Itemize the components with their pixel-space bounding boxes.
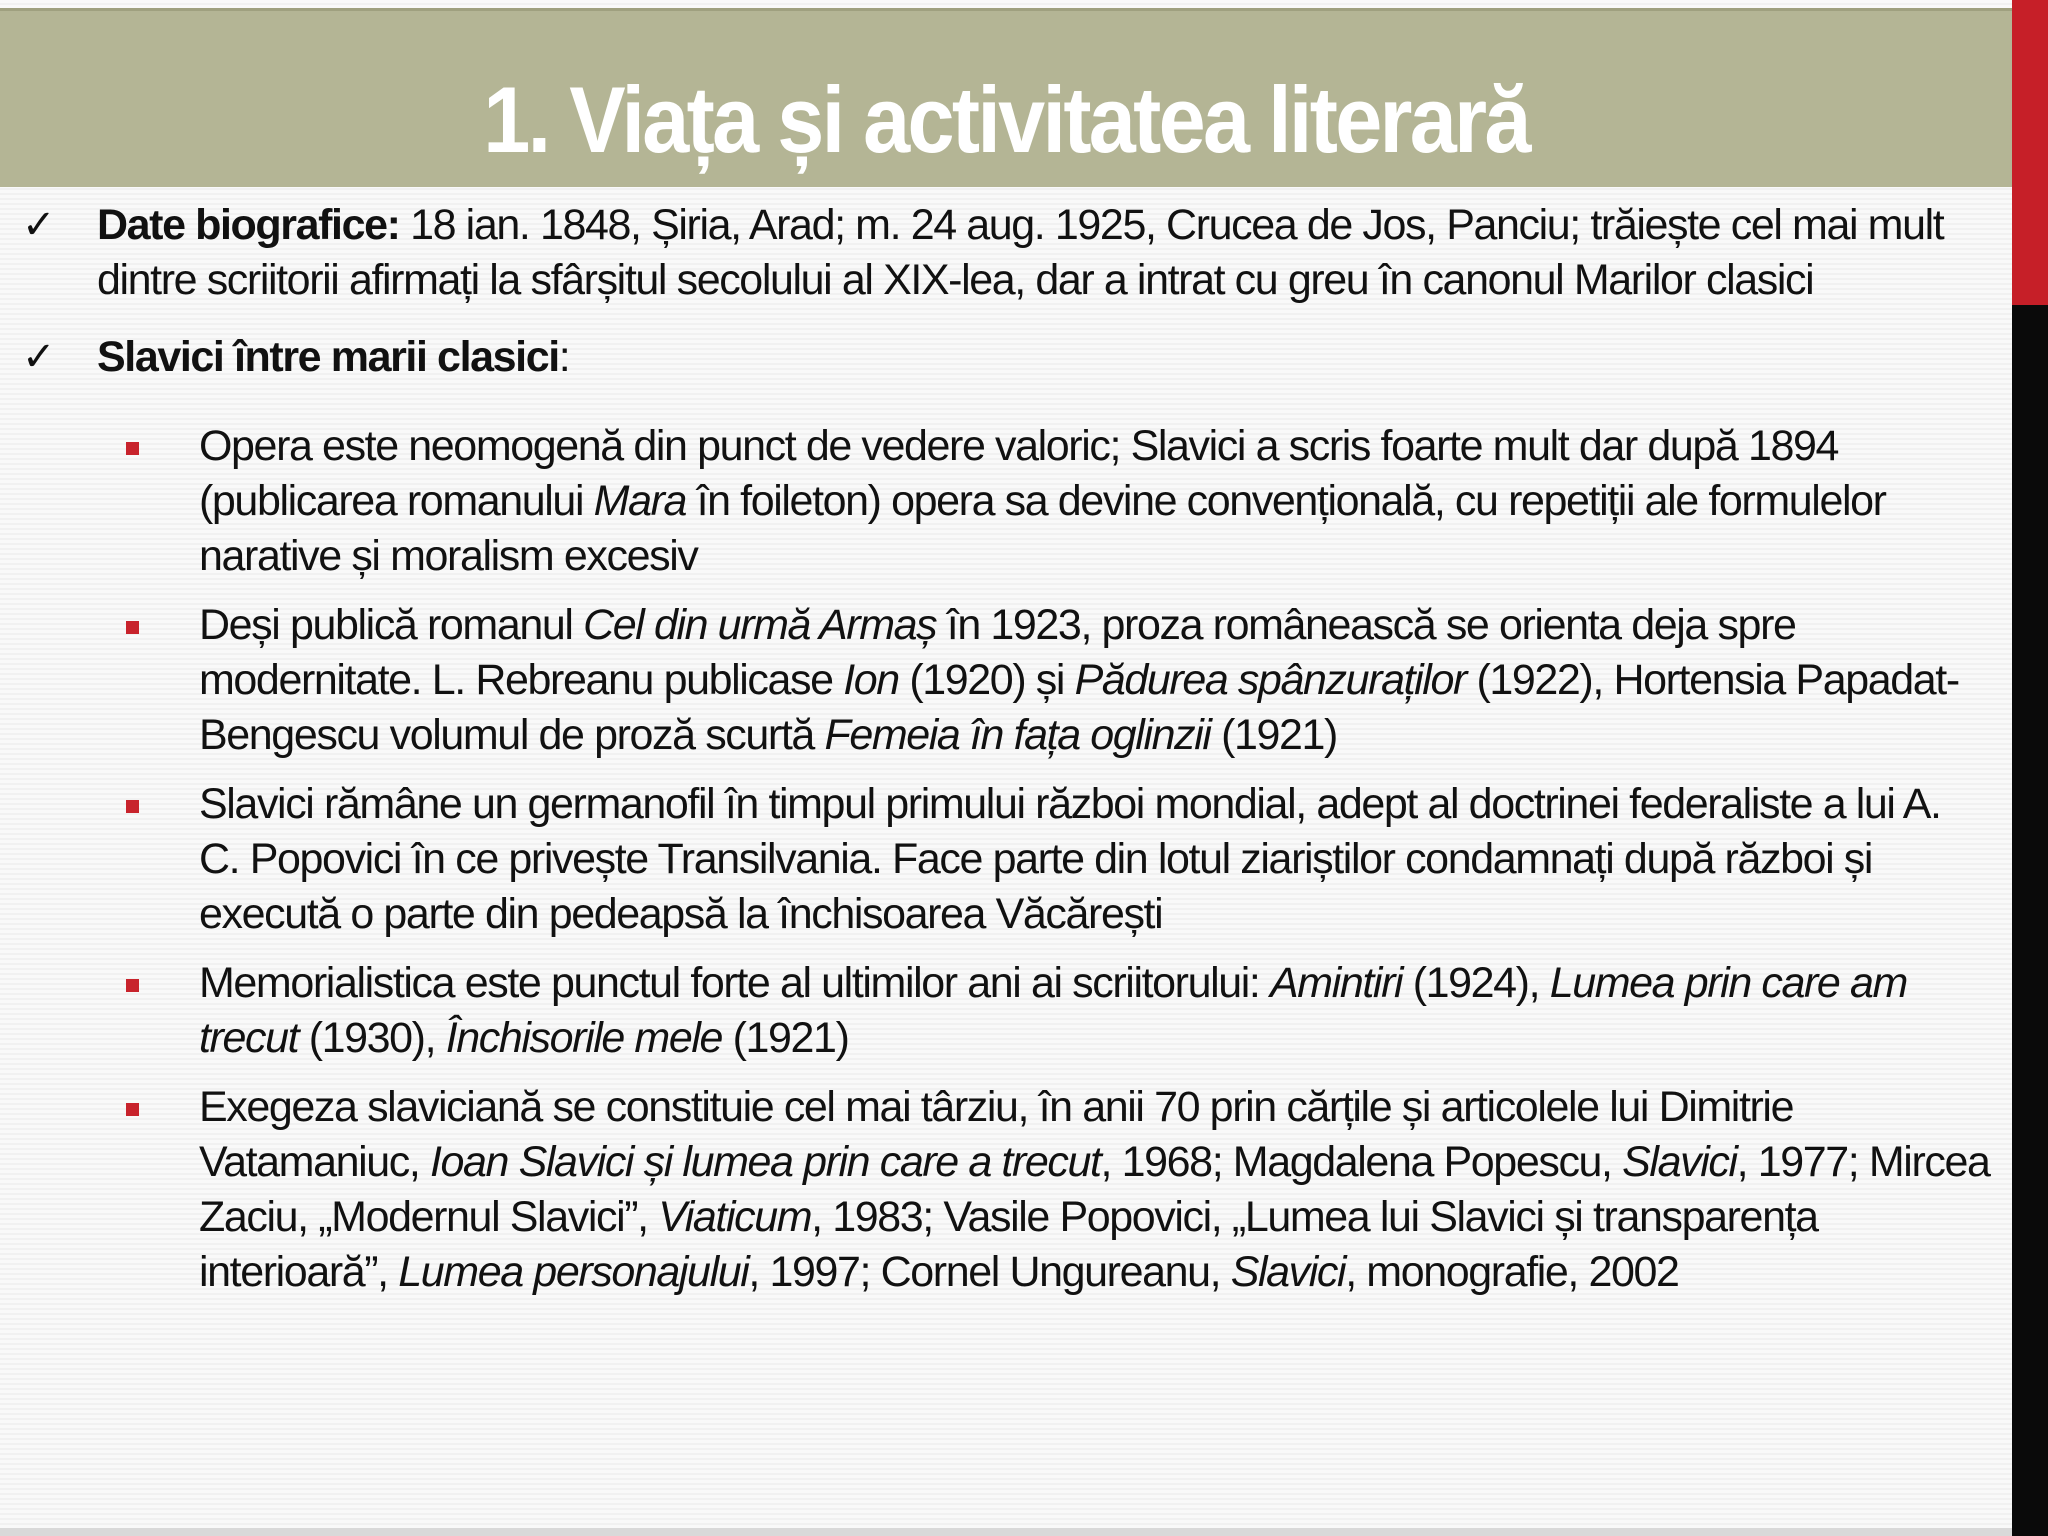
text-run: (1921) [1210, 711, 1337, 759]
square-bullet-icon [126, 979, 139, 992]
italic-title: Slavici [1622, 1138, 1737, 1186]
checkmark-icon: ✓ [22, 334, 55, 380]
text-run: (1924), [1402, 959, 1550, 1007]
square-bullet-icon [126, 621, 139, 634]
slide-content [0, 198, 2010, 1314]
sub-bullet-opera [0, 419, 2010, 584]
text-run: , 1997; Cornel Ungureanu, [748, 1248, 1231, 1296]
bullet-text: 18 ian. 1848, Șiria, Arad; m. 24 aug. 1925, Crucea de Jos, Panciu; trăiește cel mai mult dintre scriitorii afirmați la sfârșitul secolului al XIX-lea, dar a intrat cu greu în canonul Marilor clasici [97, 201, 1944, 304]
sub-bullet-germanofil [0, 777, 2010, 942]
italic-title: Închisorile mele [445, 1014, 723, 1062]
italic-title: Pădurea spânzuraților [1074, 656, 1466, 704]
italic-title: Mara [593, 477, 687, 525]
bullet-slavici-clasici [0, 330, 2010, 385]
italic-title: Femeia în fața oglinzii [824, 711, 1211, 759]
square-bullet-icon [126, 442, 139, 455]
text-run: Opera este neomogenă din punct de vedere valoric; Slavici a scris foarte mult dar după 1894 (publicarea romanului [199, 422, 1839, 525]
bullet-date-biografice [0, 198, 2010, 308]
square-bullet-icon [126, 800, 139, 813]
square-bullet-icon [126, 1103, 139, 1116]
italic-title: Cel din urmă Armaș [583, 601, 937, 649]
text-run: Memorialistica este punctul forte al ultimilor ani ai scriitorului: [199, 959, 1271, 1007]
sub-bullet-list [0, 419, 2010, 1300]
text-run: , monografie, 2002 [1345, 1248, 1679, 1296]
italic-title: Lumea prin care am trecut [199, 959, 1907, 1062]
text-run: în 1923, proza românească se orienta deja spre modernitate. L. Rebreanu publicase [199, 601, 1796, 704]
bottom-edge-strip [0, 1528, 2012, 1536]
slide-title: 1. Viața și activitatea literară [483, 67, 1529, 172]
sub-bullet-memorialistica [0, 956, 2010, 1066]
text-run: în foileton) opera sa devine convențională, cu repetiții ale formulelor narative și moralism excesiv [199, 477, 1886, 580]
title-bar [0, 8, 2012, 187]
text-run: , 1977; Mircea Zaciu, „Modernul Slavici”, [199, 1138, 1990, 1241]
sub-bullet-exegeza [0, 1080, 2010, 1300]
italic-title: Ion [843, 656, 899, 704]
checkmark-icon: ✓ [22, 202, 55, 248]
text-run: (1930), [298, 1014, 446, 1062]
bullet-heading: Date biografice: [97, 201, 400, 249]
text-run: (1922), Hortensia Papadat-Bengescu volumul de proză scurtă [199, 656, 1959, 759]
window-edge-strip [2012, 0, 2048, 1536]
bullet-text: : [558, 333, 570, 381]
text-run: , 1983; Vasile Popovici, „Lumea lui Slavici și transparența interioară”, [199, 1193, 1818, 1296]
text-run: Slavici rămâne un germanofil în timpul primului război mondial, adept al doctrinei federaliste a lui A. C. Popovici în ce privește Transilvania. Face parte din lotul ziariștilor condamnați după război și execută o parte din pedeapsă la închisoarea Văcărești [199, 780, 1941, 938]
text-run: Deși publică romanul [199, 601, 584, 649]
text-run: (1921) [722, 1014, 849, 1062]
text-run: , 1968; Magdalena Popescu, [1100, 1138, 1623, 1186]
italic-title: Ioan Slavici și lumea prin care a trecut [429, 1138, 1101, 1186]
italic-title: Lumea personajului [398, 1248, 749, 1296]
italic-title: Slavici [1230, 1248, 1346, 1296]
bullet-heading: Slavici între marii clasici [97, 333, 559, 381]
sub-bullet-armas [0, 598, 2010, 763]
text-run: (1920) și [898, 656, 1075, 704]
text-run: Exegeza slaviciană se constituie cel mai târziu, în anii 70 prin cărțile și articolele lui Dimitrie Vatamaniuc, [199, 1083, 1794, 1186]
red-accent-bar [2012, 0, 2048, 305]
italic-title: Viaticum [658, 1193, 812, 1241]
italic-title: Amintiri [1270, 959, 1403, 1007]
